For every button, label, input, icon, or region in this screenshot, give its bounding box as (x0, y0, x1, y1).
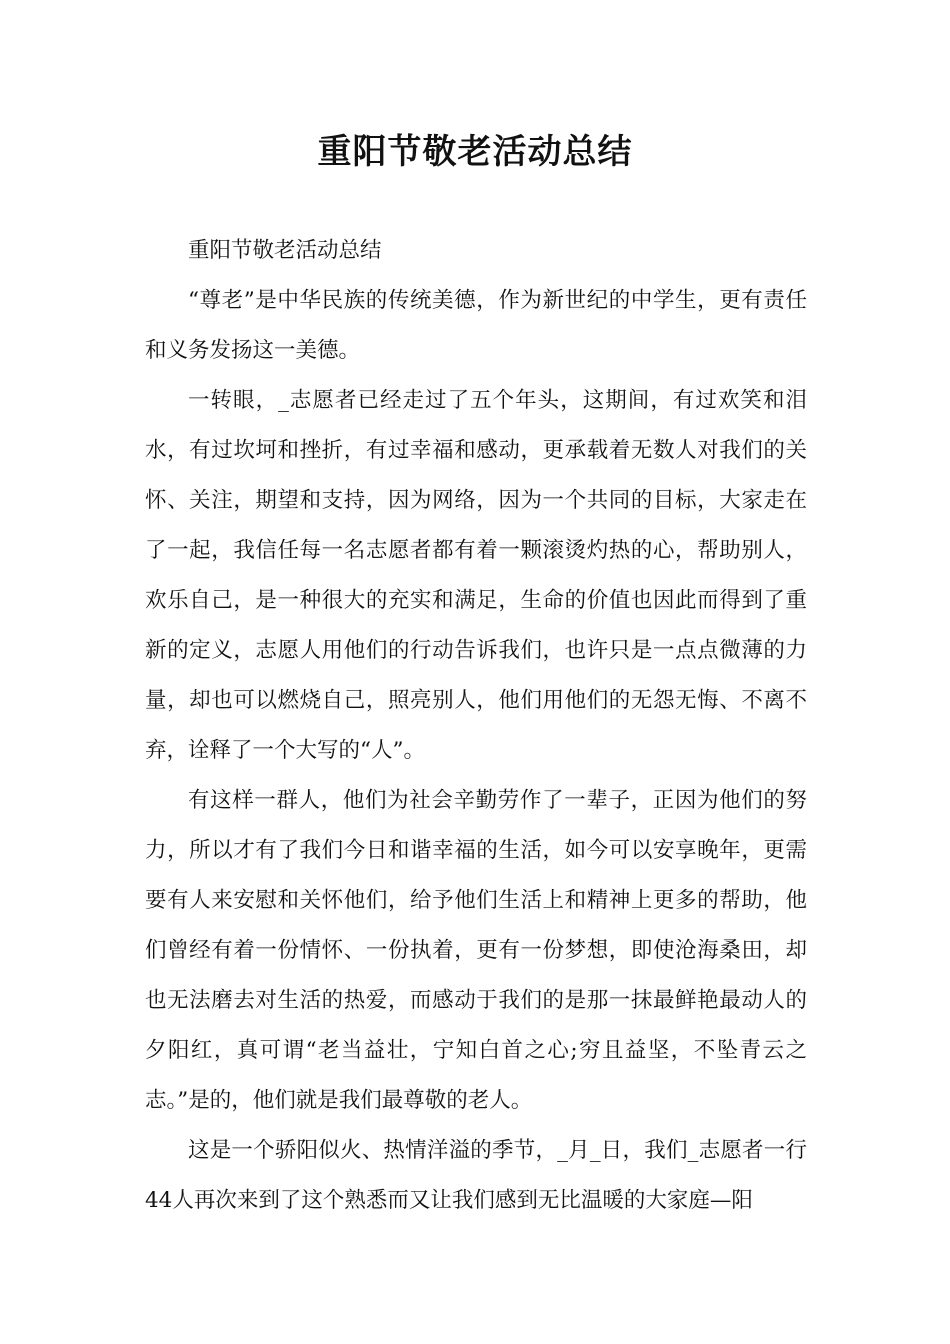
document-body (145, 226, 807, 1226)
paragraph: 有这样一群人，他们为社会辛勤劳作了一辈子，正因为他们的努力，所以才有了我们今日和谐幸福的生活，如今可以安享晚年，更需要有人来安慰和关怀他们，给予他们生活上和精神上更多的帮助，他们曾经有着一份情怀、一份执着，更有一份梦想，即使沧海桑田，却也无法磨去对生活的热爱，而感动于我们的是那一抹最鲜艳最动人的夕阳红，真可谓“老当益壮，宁知白首之心;穷且益坚，不坠青云之志。”是的，他们就是我们最尊敬的老人。 (145, 788, 807, 1113)
paragraph: “尊老”是中华民族的传统美德，作为新世纪的中学生，更有责任和义务发扬这一美德。 (145, 288, 807, 363)
document-title: 重阳节敬老活动总结 (317, 132, 633, 172)
paragraph: 一转眼，_志愿者已经走过了五个年头，这期间，有过欢笑和泪水，有过坎坷和挫折，有过幸福和感动，更承载着无数人对我们的关怀、关注，期望和支持，因为网络，因为一个共同的目标，大家走在了一起，我信任每一名志愿者都有着一颗滚烫灼热的心，帮助别人，欢乐自己，是一种很大的充实和满足，生命的价值也因此而得到了重新的定义，志愿人用他们的行动告诉我们，也许只是一点点微薄的力量，却也可以燃烧自己，照亮别人，他们用他们的无怨无悔、不离不弃，诠释了一个大写的“人”。 (145, 388, 807, 763)
paragraph: 这是一个骄阳似火、热情洋溢的季节，_月_日，我们_志愿者一行44人再次来到了这个熟悉而又让我们感到无比温暖的大家庭—阳 (145, 1138, 807, 1213)
paragraph-subtitle: 重阳节敬老活动总结 (188, 238, 382, 263)
